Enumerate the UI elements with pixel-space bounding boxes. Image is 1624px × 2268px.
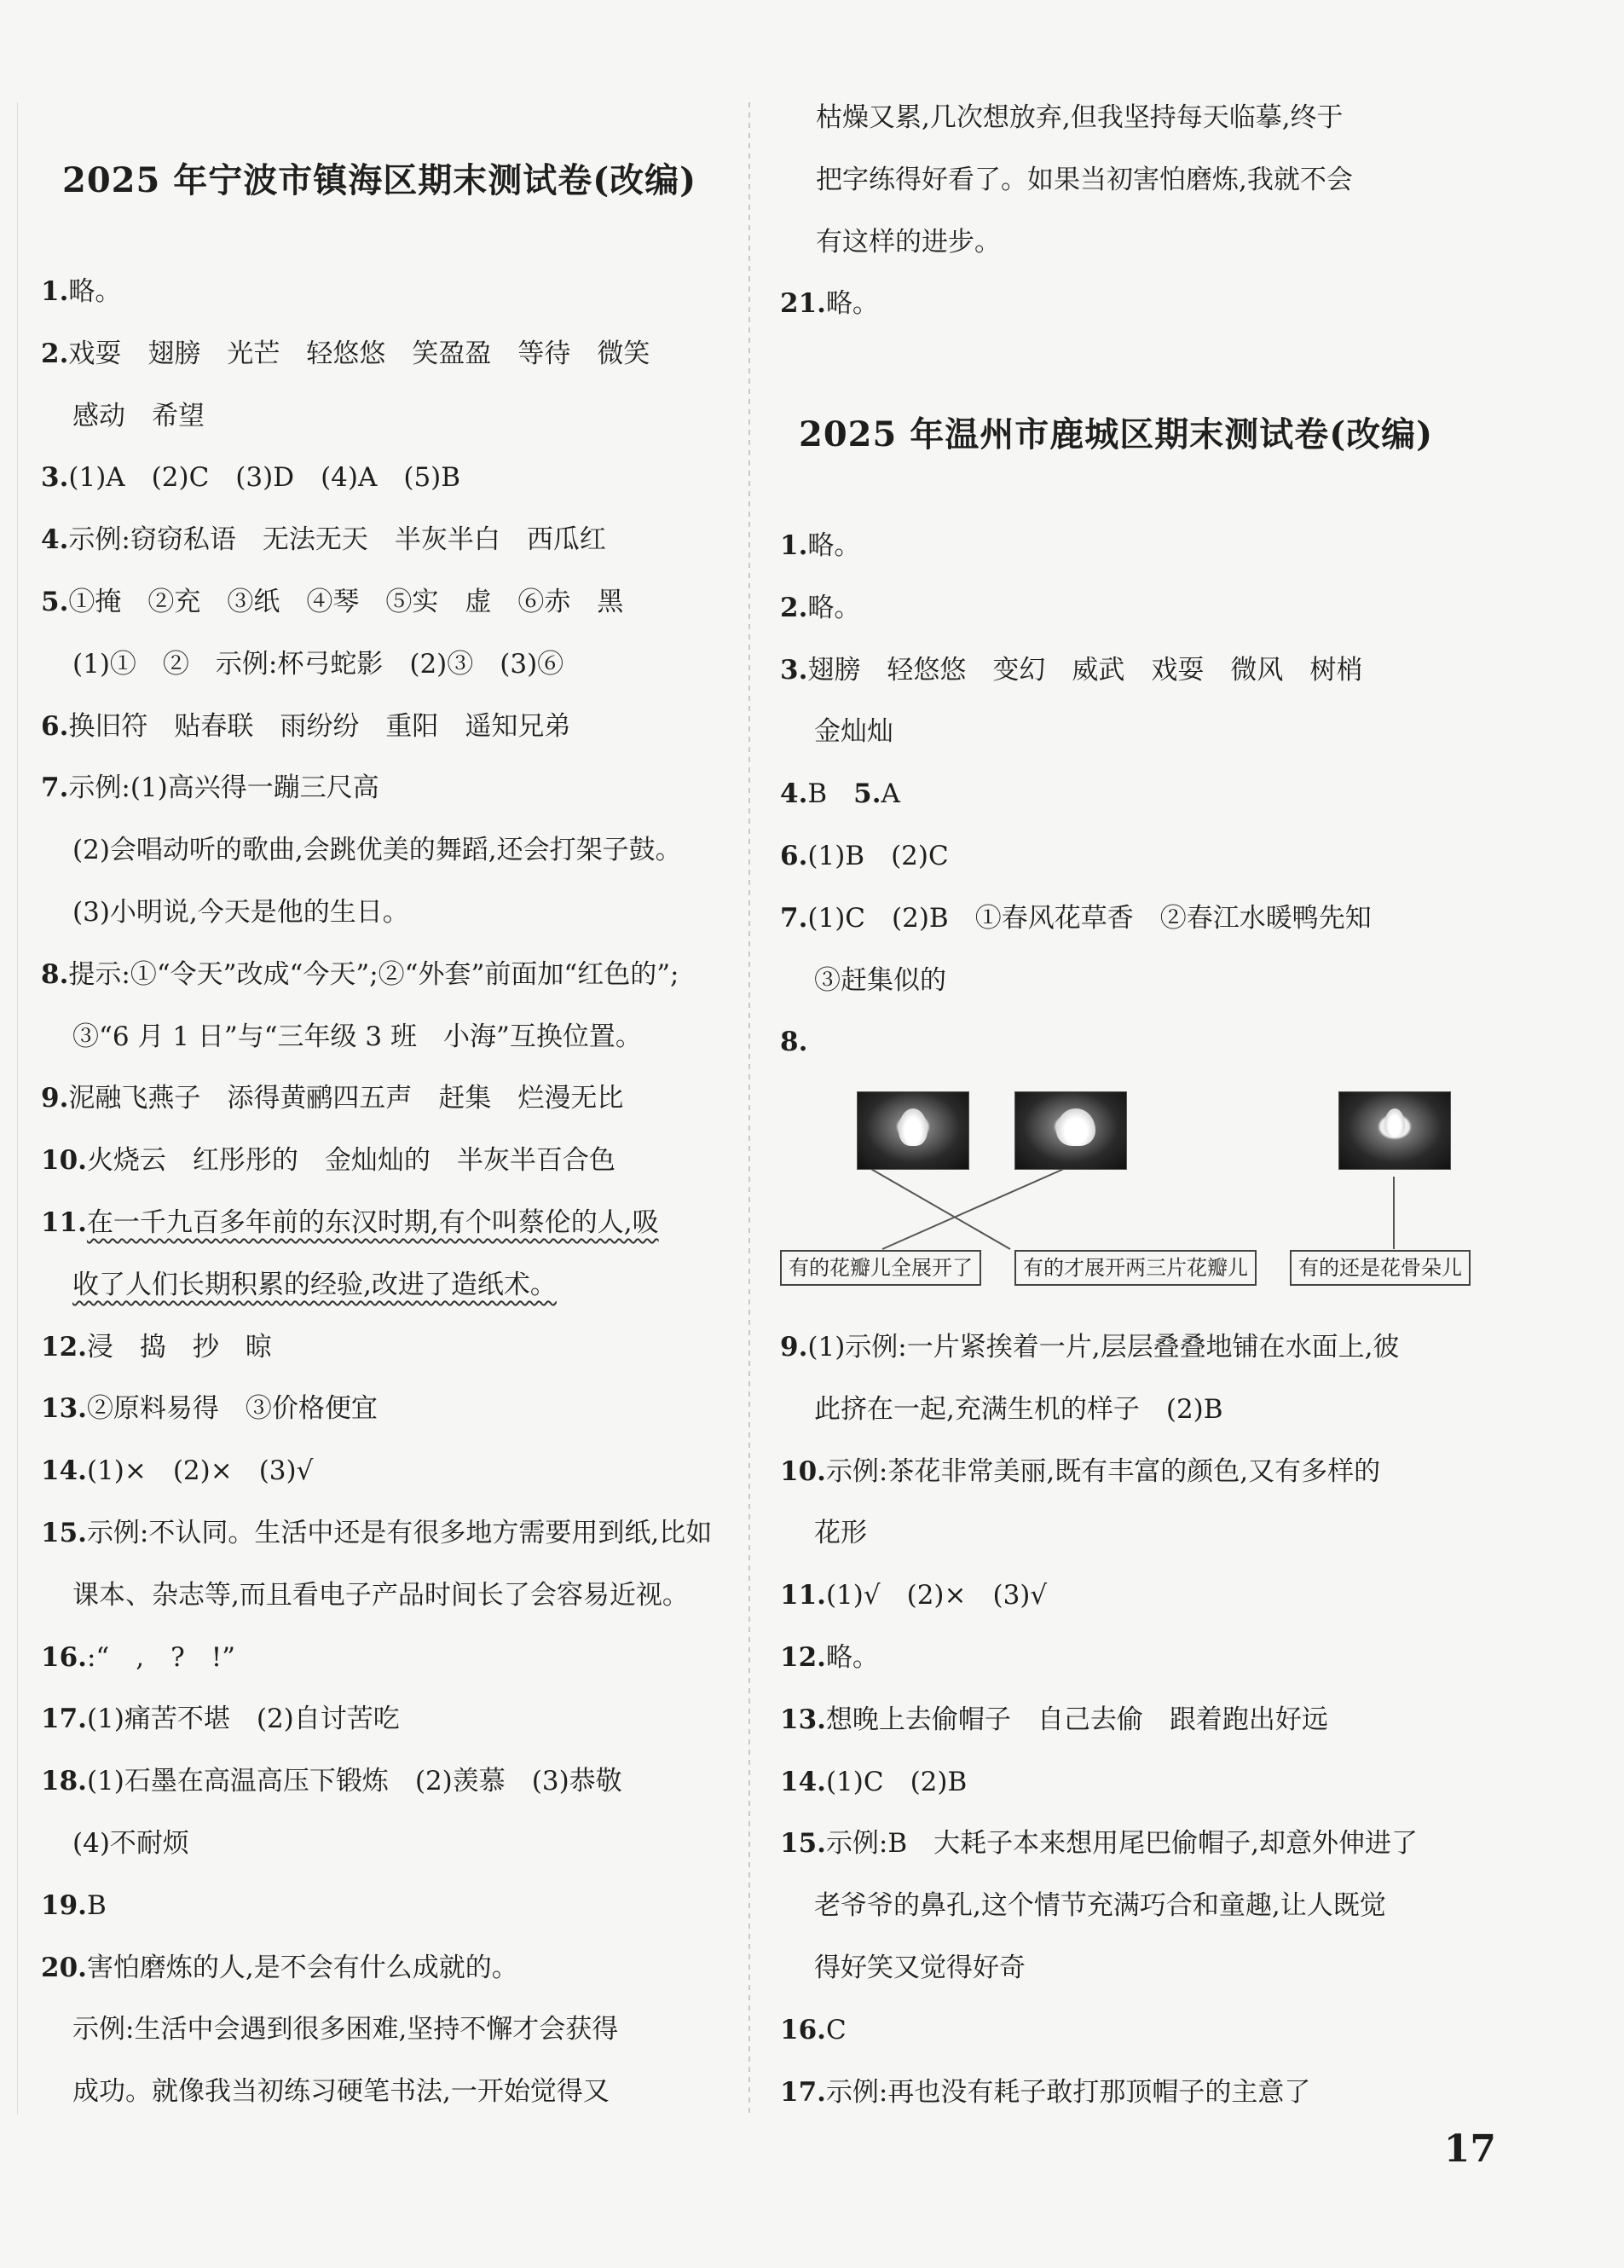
answer-line [72, 2074, 610, 2109]
answer-line [41, 1391, 378, 1426]
answer-text: 老爷爷的鼻孔,这个情节充满巧合和童趣,让人既觉 [814, 1890, 1386, 1922]
answer-text: (1)B (2)C [807, 841, 949, 871]
question-number: 17. [41, 1704, 87, 1735]
question-number: 8. [41, 958, 69, 990]
answer-line [41, 585, 623, 619]
answer-text: (1)√ (2)× (3)√ [825, 1580, 1048, 1611]
answer-text: :“ , ? !” [86, 1641, 236, 1673]
question-number: 18. [41, 1766, 87, 1797]
answer-line [780, 839, 949, 873]
question-number: 4. [780, 778, 808, 810]
answer-text: (1)C (2)B [825, 1766, 968, 1797]
question-number: 15. [780, 1828, 826, 1860]
answer-line [41, 771, 379, 805]
answer-line [72, 399, 205, 433]
answer-text: (4)不耐烦 [72, 1828, 189, 1859]
answer-text: (1)C (2)B ①春风花草香 ②春江水暖鸭先知 [807, 902, 1372, 934]
answer-text: 泥融飞燕子 添得黄鹂四五声 赶集 烂漫无比 [68, 1083, 624, 1114]
answer-line [41, 337, 650, 371]
answer-line [816, 225, 1001, 259]
answer-text: (1)示例:一片紧挨着一片,层层叠叠地铺在水面上,彼 [807, 1332, 1400, 1363]
answer-text: 得好笑又觉得好奇 [814, 1953, 1026, 1983]
answer-line [814, 1516, 867, 1550]
answer-text: 示例:B 大耗子本来想用尾巴偷帽子,却意外伸进了 [825, 1828, 1419, 1860]
answer-text: 金灿灿 [814, 716, 893, 748]
answer-text: 翅膀 轻悠悠 变幻 威武 戏耍 微风 树梢 [807, 654, 1363, 686]
question-number: 6. [41, 710, 69, 742]
question-number: 15. [41, 1518, 87, 1548]
answer-text: 示例:生活中会遇到很多困难,坚持不懈才会获得 [72, 2014, 619, 2045]
match-box-1: 有的花瓣儿全展开了 [780, 1250, 981, 1286]
answer-text: (1)① ② 示例:杯弓蛇影 (2)③ (3)⑥ [72, 648, 564, 680]
question-number: 17. [780, 2076, 826, 2108]
answer-text: 有这样的进步。 [816, 226, 1001, 257]
match-box-3: 有的还是花骨朵儿 [1290, 1250, 1471, 1286]
answer-line [72, 647, 563, 681]
question-number: 9. [41, 1083, 69, 1114]
answer-text: 感动 希望 [72, 400, 205, 431]
question-number: 12. [41, 1331, 87, 1363]
answer-text: 花形 [814, 1518, 867, 1549]
question-number: 14. [41, 1455, 87, 1487]
answer-text: (1)× (2)× (3)√ [86, 1455, 314, 1487]
answer-text: 在一千九百多年前的东汉时期,有个叫蔡伦的人,吸 [86, 1207, 659, 1238]
answer-text: 略。 [807, 592, 861, 623]
answer-text: C [825, 2014, 847, 2045]
answer-text: B [807, 778, 854, 810]
answer-line [780, 286, 879, 321]
answer-line [780, 2013, 847, 2047]
question-number: 9. [780, 1332, 808, 1363]
answer-text: (1)A (2)C (3)D (4)A (5)B [68, 462, 461, 494]
matching-figure [780, 1091, 1488, 1296]
answer-line [41, 1330, 272, 1364]
question-number: 11. [780, 1580, 826, 1611]
question-number: 11. [41, 1207, 87, 1238]
answer-text: 成功。就像我当初练习硬笔书法,一开始觉得又 [72, 2076, 610, 2108]
answer-line [780, 653, 1362, 687]
answer-text: 把字练得好看了。如果当初害怕磨炼,我就不会 [816, 164, 1353, 195]
answer-text: 枯燥又累,几次想放弃,但我坚持每天临摹,终于 [816, 102, 1344, 133]
answer-text: ③赶集似的 [814, 964, 946, 996]
answer-text: (1)石墨在高温高压下锻炼 (2)羡慕 (3)恭敬 [86, 1766, 622, 1797]
answer-text: ②原料易得 ③价格便宜 [86, 1393, 378, 1425]
question-number: 13. [41, 1393, 87, 1425]
match-line-1 [870, 1168, 1010, 1249]
answer-line [72, 895, 409, 929]
question-number: 16. [780, 2014, 826, 2045]
answer-line [41, 1454, 313, 1488]
question-number: 10. [780, 1455, 826, 1487]
answer-text: 浸 捣 抄 晾 [86, 1331, 272, 1363]
question-number: 7. [780, 902, 808, 934]
question-number: 8. [780, 1027, 808, 1058]
answer-text: A [881, 778, 900, 810]
answer-line [780, 591, 860, 625]
question-number: 5. [41, 587, 69, 617]
answer-line [780, 1826, 1418, 1860]
lotus-photo-1 [857, 1091, 969, 1170]
question-number: 21. [780, 288, 826, 320]
answer-line [41, 1764, 622, 1798]
answer-text: ①掩 ②充 ③纸 ④琴 ⑤实 虚 ⑥赤 黑 [68, 587, 624, 617]
question-number: 2. [780, 592, 808, 623]
answer-line [780, 901, 1372, 935]
answer-line [41, 1951, 518, 1985]
answer-line [780, 1765, 967, 1799]
answer-line [72, 1578, 689, 1612]
answer-text: 略。 [68, 276, 122, 307]
answer-text: 示例:茶花非常美丽,既有丰富的颜色,又有多样的 [825, 1455, 1381, 1487]
match-line-2 [882, 1168, 1066, 1249]
answer-line [780, 1703, 1328, 1737]
answer-line [72, 833, 682, 867]
answer-text: (1)痛苦不堪 (2)自讨苦吃 [86, 1704, 400, 1735]
answer-line [780, 1025, 807, 1059]
answer-text: 想晚上去偷帽子 自己去偷 跟着跑出好远 [825, 1704, 1328, 1735]
column-divider [748, 102, 750, 2115]
answer-text: 害怕磨炼的人,是不会有什么成就的。 [86, 1952, 518, 1983]
answer-line [814, 963, 946, 998]
answer-line [780, 1578, 1047, 1612]
answer-text: 略。 [807, 530, 861, 561]
answer-line [41, 1206, 659, 1240]
question-number: 16. [41, 1641, 87, 1673]
answer-text: (2)会唱动听的歌曲,会跳优美的舞蹈,还会打架子鼓。 [72, 835, 682, 866]
left-section-title: 2025 年宁波市镇海区期末测试卷(改编) [62, 160, 697, 200]
answer-text: 火烧云 红彤彤的 金灿灿的 半灰半百合色 [86, 1145, 616, 1177]
answer-text: (3)小明说,今天是他的生日。 [72, 897, 409, 928]
question-number: 12. [780, 1642, 826, 1673]
answer-line [72, 1268, 557, 1302]
answer-text: 示例:再也没有耗子敢打那顶帽子的主意了 [825, 2076, 1311, 2108]
question-number: 3. [780, 654, 808, 686]
question-number: 19. [41, 1889, 87, 1921]
answer-text: 换旧符 贴春联 雨纷纷 重阳 遥知兄弟 [68, 710, 571, 742]
answer-line [72, 2012, 618, 2046]
answer-line [41, 523, 606, 557]
question-number: 13. [780, 1704, 826, 1735]
answer-line [780, 1640, 879, 1675]
answer-line [41, 958, 679, 992]
question-number: 5. [853, 778, 881, 810]
answer-line [780, 1455, 1380, 1489]
answer-line [41, 1889, 107, 1923]
answer-line [41, 1143, 616, 1177]
answer-text: 课本、杂志等,而且看电子产品时间长了会容易近视。 [72, 1579, 689, 1611]
answer-line [41, 1516, 712, 1550]
answer-line [780, 529, 860, 563]
answer-line [780, 2075, 1310, 2109]
answer-text: 提示:①“令天”改成“今天”;②“外套”前面加“红色的”; [68, 958, 679, 990]
answer-line [814, 1951, 1026, 1985]
answer-text: 示例:不认同。生活中还是有很多地方需要用到纸,比如 [86, 1518, 713, 1548]
lotus-photo-2 [1014, 1091, 1127, 1170]
answer-line [780, 777, 900, 811]
answer-text: ③“6 月 1 日”与“三年级 3 班 小海”互换位置。 [72, 1021, 642, 1052]
answer-line [41, 460, 460, 495]
right-section-title: 2025 年温州市鹿城区期末测试卷(改编) [799, 414, 1434, 454]
answer-text: 收了人们长期积累的经验,改进了造纸术。 [72, 1269, 557, 1300]
question-number: 20. [41, 1952, 87, 1983]
question-number: 6. [780, 841, 808, 871]
answer-line [41, 1702, 400, 1736]
answer-line [72, 1826, 189, 1860]
page-edge [17, 102, 18, 2115]
answer-line [814, 1392, 1223, 1426]
answer-line [41, 275, 121, 309]
answer-line [41, 709, 570, 743]
question-number: 3. [41, 462, 69, 494]
answer-text: 示例:(1)高兴得一蹦三尺高 [68, 772, 379, 804]
page-number: 17 [1443, 2127, 1496, 2171]
answer-line [72, 1020, 642, 1054]
lotus-photo-3 [1338, 1091, 1451, 1170]
answer-text: 略。 [825, 288, 879, 320]
question-number: 10. [41, 1145, 87, 1177]
answer-line [41, 1081, 623, 1115]
answer-line [41, 1640, 235, 1675]
question-number: 2. [41, 338, 69, 369]
match-box-2: 有的才展开两三片花瓣儿 [1014, 1250, 1257, 1286]
answer-line [816, 101, 1344, 135]
answer-line [780, 1330, 1399, 1364]
answer-line [814, 715, 893, 749]
answer-text: 示例:窃窃私语 无法无天 半灰半白 西瓜红 [68, 524, 606, 556]
answer-text: 此挤在一起,充满生机的样子 (2)B [814, 1393, 1223, 1425]
question-number: 14. [780, 1766, 826, 1797]
answer-text: 略。 [825, 1642, 879, 1673]
question-number: 4. [41, 524, 69, 556]
answer-text: 戏耍 翅膀 光芒 轻悠悠 笑盈盈 等待 微笑 [68, 338, 650, 369]
question-number: 1. [780, 530, 808, 561]
answer-line [814, 1889, 1386, 1923]
question-number: 1. [41, 276, 69, 307]
answer-text: B [86, 1889, 107, 1921]
answer-line [816, 163, 1353, 197]
question-number: 7. [41, 772, 69, 804]
